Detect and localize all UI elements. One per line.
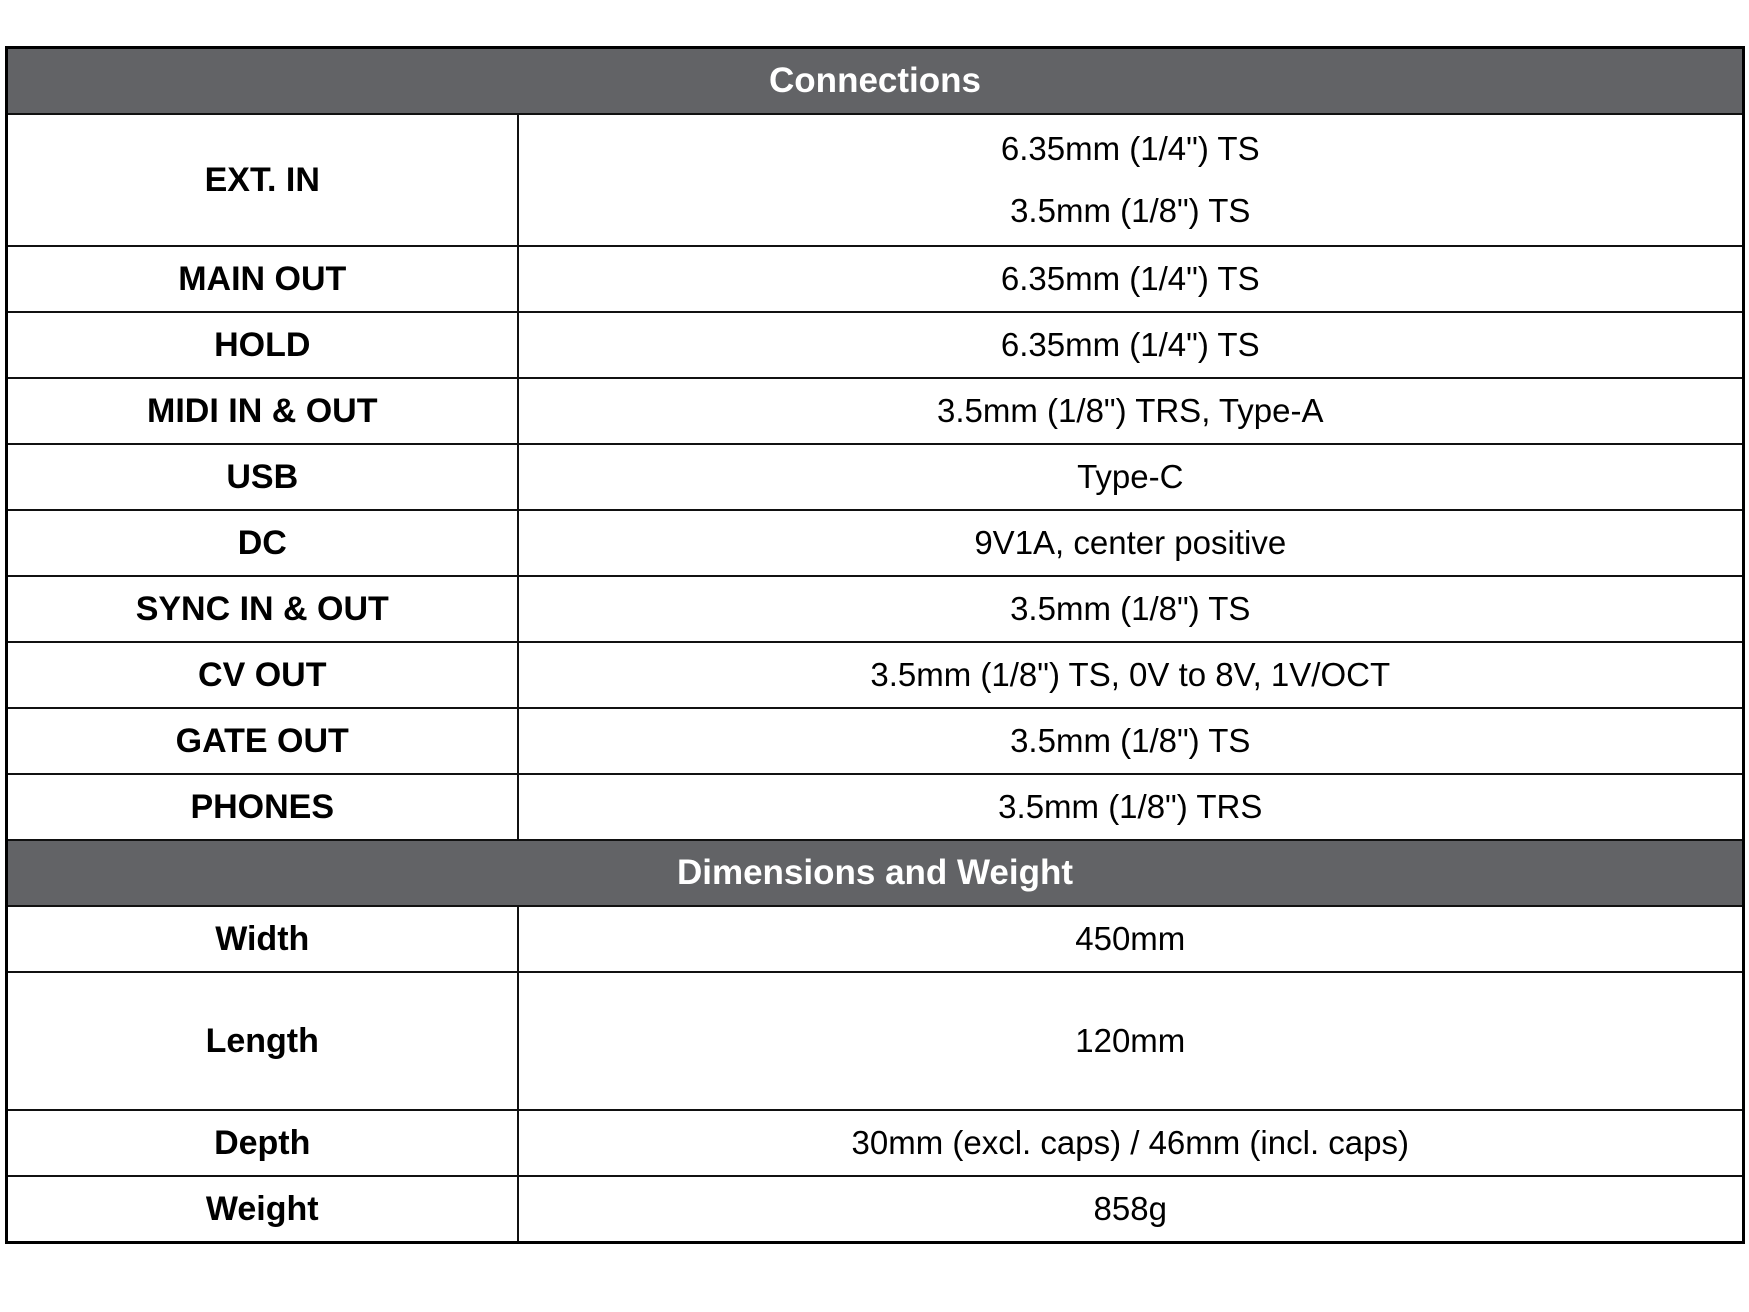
table-row <box>7 972 1744 1110</box>
table-row <box>7 312 1744 378</box>
spec-value-text: 120mm <box>1075 1022 1186 1059</box>
spec-value: 3.5mm (1/8") TRS, Type-A <box>518 378 1744 444</box>
table-row <box>7 906 1744 972</box>
spec-value: 3.5mm (1/8") TS, 0V to 8V, 1V/OCT <box>518 642 1744 708</box>
table-row <box>7 708 1744 774</box>
spec-label: CV OUT <box>7 642 518 708</box>
spec-label: SYNC IN & OUT <box>7 576 518 642</box>
spec-label: EXT. IN <box>7 114 518 246</box>
table-row <box>7 1110 1744 1176</box>
spec-label: USB <box>7 444 518 510</box>
spec-label: Weight <box>7 1176 518 1243</box>
spec-value-line: 6.35mm (1/4") TS <box>1000 130 1260 167</box>
spec-label: MAIN OUT <box>7 246 518 312</box>
table-row <box>7 1176 1744 1243</box>
spec-value: 3.5mm (1/8") TS <box>518 708 1744 774</box>
spec-value: 3.5mm (1/8") TS <box>518 576 1744 642</box>
spec-label: HOLD <box>7 312 518 378</box>
spec-value: 9V1A, center positive <box>518 510 1744 576</box>
spec-label: Depth <box>7 1110 518 1176</box>
spec-value: 858g <box>518 1176 1744 1243</box>
spec-label: Width <box>7 906 518 972</box>
spec-value: Type-C <box>518 444 1744 510</box>
section-header-connections <box>7 48 1744 115</box>
section-header-dimensions <box>7 840 1744 906</box>
table-row <box>7 576 1744 642</box>
section-title: Connections <box>7 48 1744 115</box>
spec-value: 30mm (excl. caps) / 46mm (incl. caps) <box>518 1110 1744 1176</box>
spec-value <box>518 114 1744 246</box>
table-row <box>7 510 1744 576</box>
spec-value <box>518 972 1744 1110</box>
table-row <box>7 114 1744 246</box>
spec-value: 6.35mm (1/4") TS <box>518 246 1744 312</box>
spec-value-line: 3.5mm (1/8") TS <box>1010 192 1251 229</box>
spec-label: PHONES <box>7 774 518 840</box>
table-row <box>7 774 1744 840</box>
spec-value: 6.35mm (1/4") TS <box>518 312 1744 378</box>
table-row <box>7 378 1744 444</box>
table-row <box>7 444 1744 510</box>
table-row <box>7 246 1744 312</box>
spec-label: GATE OUT <box>7 708 518 774</box>
spec-label <box>7 972 518 1110</box>
section-title: Dimensions and Weight <box>7 840 1744 906</box>
spec-value: 450mm <box>518 906 1744 972</box>
table-row <box>7 642 1744 708</box>
spec-label-text: Length <box>205 1022 319 1060</box>
spec-table <box>5 46 1745 1244</box>
spec-label: DC <box>7 510 518 576</box>
spec-value: 3.5mm (1/8") TRS <box>518 774 1744 840</box>
spec-label: MIDI IN & OUT <box>7 378 518 444</box>
